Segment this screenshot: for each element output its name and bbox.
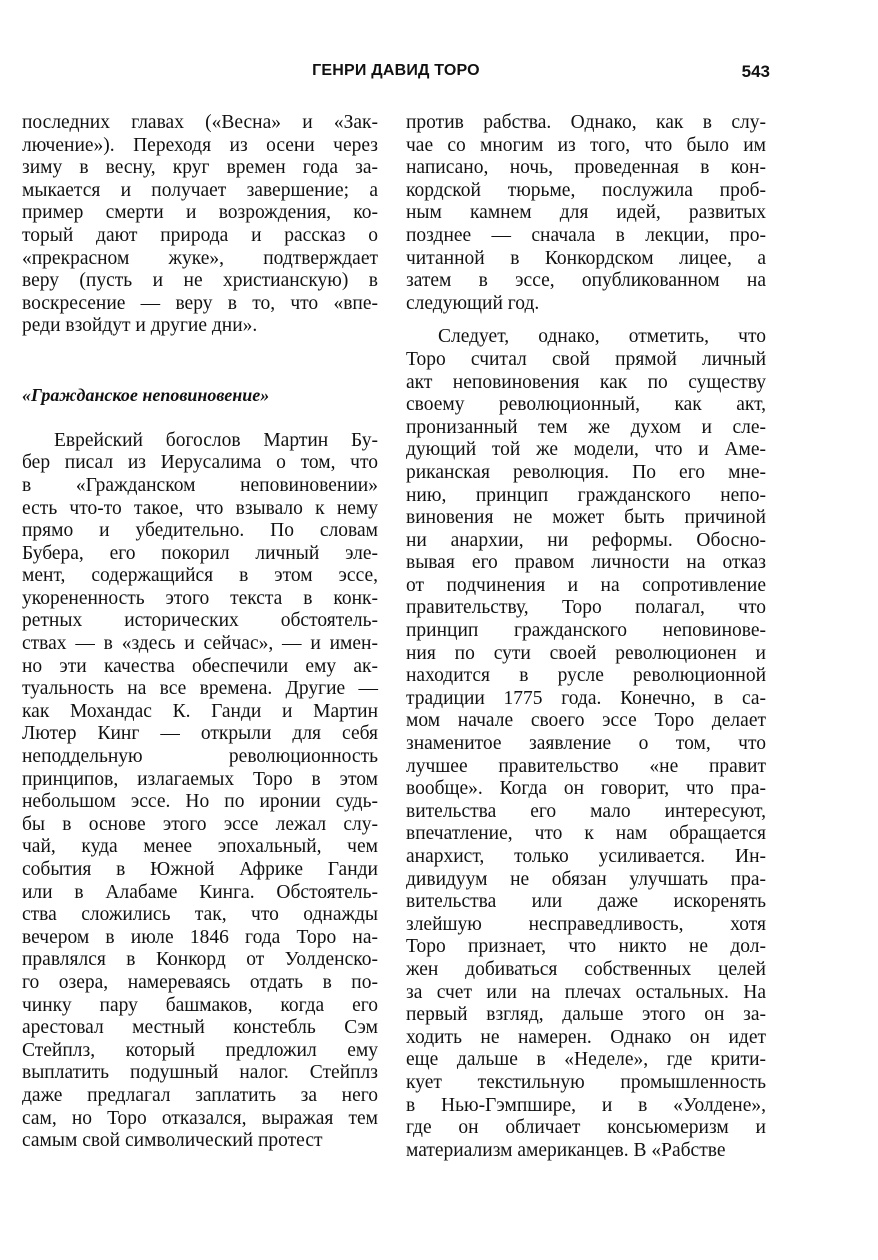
paragraph-revolutionary-act [406, 326, 766, 1162]
text-line: нию, принцип гражданского непо- [406, 484, 766, 506]
text-line: неподдельную революционность [22, 746, 378, 768]
text-line: лучшее правительство «не правит [406, 755, 766, 777]
text-line: события в Южной Африке Ганди [22, 859, 378, 880]
text-line: традиции 1775 года. Конечно, в са- [406, 687, 766, 709]
text-line: как Мохандас К. Ганди и Мартин [22, 700, 378, 722]
text-line: ствах — в «здесь и сейчас», — и имен- [22, 633, 378, 655]
text-line: чинку пару башмаков, когда его [22, 994, 378, 1016]
text-line: против рабства. Однако, как в слу- [406, 112, 766, 133]
text-line: принцип гражданского неповинове- [406, 620, 766, 642]
text-line: Еврейский богослов Мартин Бу- [54, 429, 378, 451]
text-line: ния по сути своей революционен и [406, 642, 766, 664]
text-line: Бубера, его покорил личный эле- [22, 542, 378, 564]
text-line: прямо и убедительно. По словам [22, 520, 378, 542]
paragraph-spring-conclusion [22, 112, 378, 338]
text-line: за счет или на плечах остальных. На [406, 981, 766, 1003]
text-line: дующий той же модели, что и Аме- [406, 439, 766, 461]
text-line: бы в основе этого эссе лежал слу- [22, 813, 378, 835]
text-line: Торо признает, что никто не дол- [406, 936, 766, 958]
text-line: принципов, излагаемых Торо в этом [22, 768, 378, 790]
text-line: но эти качества обеспечили ему ак- [22, 655, 378, 677]
text-line: Следует, однако, отметить, что [438, 326, 766, 348]
text-line: небольшом эссе. Но по иронии судь- [22, 791, 378, 813]
text-line: даже предлагал заплатить за него [22, 1084, 378, 1106]
text-line: есть что-то такое, что взывало к нему [22, 497, 378, 519]
text-line: дивидуум не обязан улучшать пра- [406, 868, 766, 890]
text-line: жен добиваться собственных целей [406, 958, 766, 980]
text-line: анархист, только усиливается. Ин- [406, 846, 766, 867]
text-line: вительства его мало интересуют, [406, 800, 766, 822]
running-head [0, 62, 878, 88]
text-line: правительству, Торо полагал, что [406, 597, 766, 619]
text-line: самым свой символический протест [22, 1130, 323, 1152]
text-line: правлялся в Конкорд от Уолденско- [22, 949, 378, 971]
text-line: выплатить подушный налог. Стейплз [22, 1062, 378, 1084]
text-line: Торо считал свой прямой личный [406, 348, 766, 370]
page-number: 543 [741, 62, 770, 81]
text-line: ни анархии, ни реформы. Обосно- [406, 529, 766, 551]
text-line: вительства или даже искоренять [406, 891, 766, 913]
text-line: чай, куда менее эпохальный, чем [22, 836, 378, 858]
left-column [22, 112, 378, 1153]
text-line: еще дальше в «Неделе», где крити- [406, 1049, 766, 1071]
text-line: от подчинения и на сопротивление [406, 574, 766, 596]
text-line: воскресение — веру в то, что «впе- [22, 292, 378, 314]
text-line: зиму в весну, круг времен года за- [22, 157, 378, 179]
text-line: находится в русле революционной [406, 665, 766, 687]
text-line: сам, но Торо отказался, выражая тем [22, 1107, 378, 1129]
text-line: злейшую несправедливость, хотя [406, 913, 766, 935]
text-line: ходить не намерен. Однако он идет [406, 1026, 766, 1048]
text-line: где он обличает консьюмеризм и [406, 1117, 766, 1139]
text-line: читанной в Конкордском лицее, а [406, 247, 766, 269]
text-line: вывая его правом личности на отказ [406, 552, 766, 574]
text-line: го озера, намереваясь отдать в по- [22, 971, 378, 993]
text-line: написано, ночь, проведенная в кон- [406, 157, 766, 179]
text-line: пример смерти и возрождения, ко- [22, 202, 378, 224]
text-line: позднее — сначала в лекции, про- [406, 224, 766, 246]
right-column [406, 112, 766, 1162]
text-line: в Нью-Гэмпшире, и в «Уолдене», [406, 1094, 766, 1116]
text-line: знаменитое заявление о том, что [406, 733, 766, 755]
text-line: кует текстильную промышленность [406, 1071, 766, 1093]
text-line: своему революционный, как акт, [406, 394, 766, 416]
text-line: Стейплз, который предложил ему [22, 1039, 378, 1061]
section-heading: «Гражданское неповиновение» [22, 385, 270, 406]
paragraph-slavery-protest [406, 112, 766, 315]
text-line: ретных исторических обстоятель- [22, 610, 378, 632]
text-line: Лютер Кинг — открыли для себя [22, 723, 378, 745]
text-line: чае со многим из того, что было им [406, 134, 766, 156]
text-line: арестовал местный констебль Сэм [22, 1017, 378, 1039]
text-line: затем в эссе, опубликованном на [406, 270, 766, 292]
paragraph-buber [22, 430, 378, 1153]
text-line: акт неповиновения как по существу [406, 371, 766, 393]
text-line: торый дают природа и рассказ о [22, 224, 378, 246]
text-line: мыкается и получает завершение; а [22, 179, 378, 201]
text-line: материализм американцев. В «Рабстве [406, 1139, 726, 1161]
text-line: «прекрасном жуке», подтверждает [22, 247, 378, 269]
text-line: в «Гражданском неповиновении» [22, 474, 378, 496]
text-line: бер писал из Иерусалима о том, что [22, 452, 378, 474]
text-line: виновения не может быть причиной [406, 507, 766, 529]
text-line: мент, содержащийся в этом эссе, [22, 565, 378, 587]
text-line: вообще». Когда он говорит, что пра- [406, 778, 766, 800]
text-line: лючение»). Переходя из осени через [22, 134, 378, 156]
text-line: кордской тюрьме, послужила проб- [406, 179, 766, 201]
text-line: мом начале своего эссе Торо делает [406, 710, 766, 732]
text-line: туальность на все времена. Другие — [22, 678, 378, 700]
text-line: пронизанный тем же духом и сле- [406, 416, 766, 438]
text-line: риканская революция. По его мне- [406, 461, 766, 483]
text-line: реди взойдут и другие дни». [22, 315, 258, 337]
text-line: впечатление, что к нам обращается [406, 823, 766, 845]
text-line: или в Алабаме Кинга. Обстоятель- [22, 881, 378, 903]
text-line: ным камнем для идей, развитых [406, 202, 766, 224]
text-line: вечером в июле 1846 года Торо на- [22, 926, 378, 948]
text-line: первый взгляд, дальше этого он за- [406, 1004, 766, 1026]
text-line: укорененность этого текста в конк- [22, 587, 378, 609]
text-line: следующий год. [406, 292, 540, 314]
text-line: веру (пусть и не христианскую) в [22, 270, 378, 292]
running-title: ГЕНРИ ДАВИД ТОРО [312, 62, 480, 79]
text-line: ства сложились так, что однажды [22, 904, 378, 926]
text-line: последних главах («Весна» и «Зак- [22, 112, 378, 133]
